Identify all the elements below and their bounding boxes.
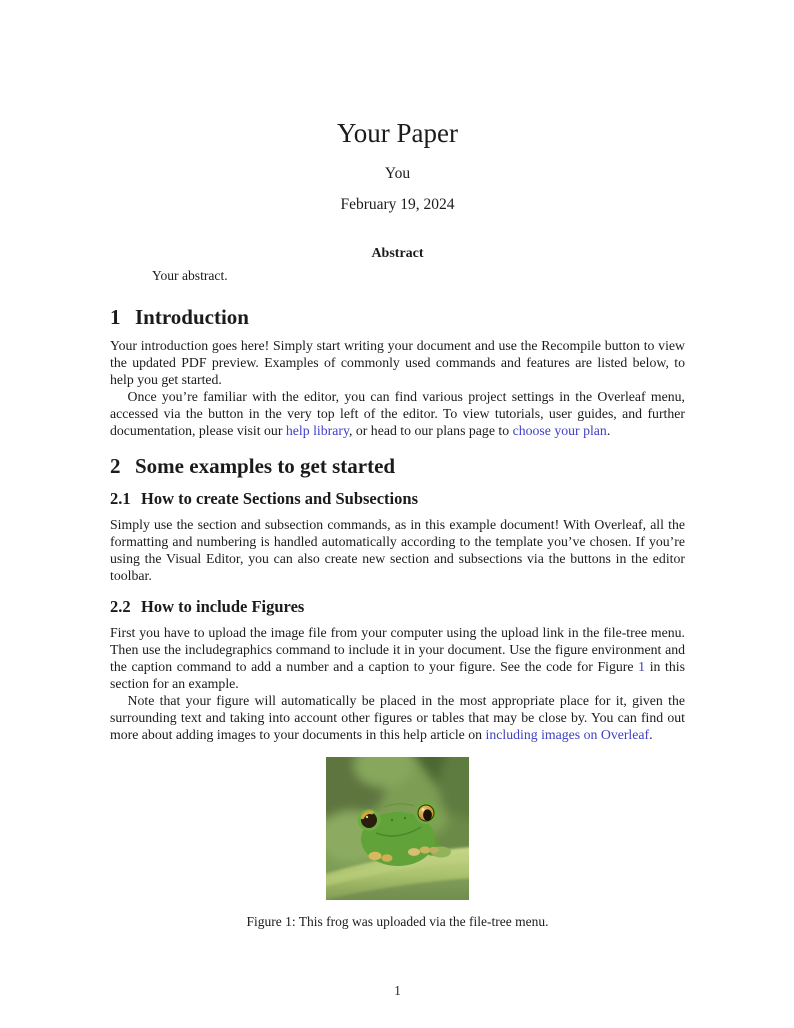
subsection-2-1-paragraph: Simply use the section and subsection commands, as in this example document! With Overleaf, all the formatting and numbering is handled automatically according to the template you’ve chosen. If you’re using the Visual Editor, you can also create new section and subsections via the buttons in the editor toolbar. xyxy=(110,517,685,583)
text-segment: Once you’re familiar with the editor, you can find various project settings in the Overleaf menu, accessed via the button in the very top left of the editor. To view tutorials, user guides, and further documentation, please visit our xyxy=(110,389,685,438)
figures-paragraph-1 xyxy=(110,624,685,692)
text-segment: , or head to our plans page to xyxy=(348,423,513,438)
figure-1 xyxy=(110,757,685,900)
section-1-title: Introduction xyxy=(135,305,249,329)
section-2-heading xyxy=(110,454,685,479)
intro-paragraph-2 xyxy=(110,388,685,439)
intro-paragraph-1: Your introduction goes here! Simply start writing your document and use the Recompile button to view the updated PDF preview. Examples of commonly used commands and features are listed below, to help you get started. xyxy=(110,338,685,387)
text-segment: . xyxy=(606,423,611,438)
figures-paragraph-2 xyxy=(110,692,685,743)
subsection-2-1-number: 2.1 xyxy=(110,489,131,508)
section-1-number: 1 xyxy=(110,305,121,329)
text-segment: in this section for an example. xyxy=(110,659,685,691)
text-segment: . xyxy=(649,727,653,742)
paper-date: February 19, 2024 xyxy=(340,196,455,213)
subsection-2-2-number: 2.2 xyxy=(110,597,131,616)
section-2-title: Some examples to get started xyxy=(135,454,396,478)
paper-title: Your Paper xyxy=(336,118,458,148)
subsection-2-1-heading xyxy=(110,489,685,509)
section-2-number: 2 xyxy=(110,454,121,478)
abstract-text: Your abstract. xyxy=(152,268,228,283)
abstract-heading: Abstract xyxy=(371,246,424,261)
figure-1-reference-link[interactable]: 1 xyxy=(638,659,646,674)
subsection-2-1-title: How to create Sections and Subsections xyxy=(141,489,418,508)
including-images-on-overleaf-link[interactable]: including images on Overleaf xyxy=(485,727,650,742)
figure-1-caption: Figure 1: This frog was uploaded via the file-tree menu. xyxy=(246,914,549,929)
help-library-link[interactable]: help library xyxy=(285,423,349,438)
subsection-2-2-title: How to include Figures xyxy=(141,597,305,616)
text-segment: Note that your figure will automatically be placed in the most appropriate place for it, given the surrounding text and taking into account other figures or tables that may be close by. You can find out more about adding images to your documents in this help article on xyxy=(110,693,685,742)
page-number: 1 xyxy=(394,983,401,998)
paper-author: You xyxy=(384,165,411,182)
choose-your-plan-link[interactable]: choose your plan xyxy=(512,423,607,438)
frog-photo xyxy=(326,757,469,900)
section-1-heading xyxy=(110,305,685,330)
document-content xyxy=(110,0,685,999)
text-segment: First you have to upload the image file from your computer using the upload link in the file-tree menu. Then use the includegraphics command to include it in your document. Use the figure environment and the caption command to add a number and a caption to your figure. See the code for Figure xyxy=(110,625,685,674)
subsection-2-2-heading xyxy=(110,597,685,617)
